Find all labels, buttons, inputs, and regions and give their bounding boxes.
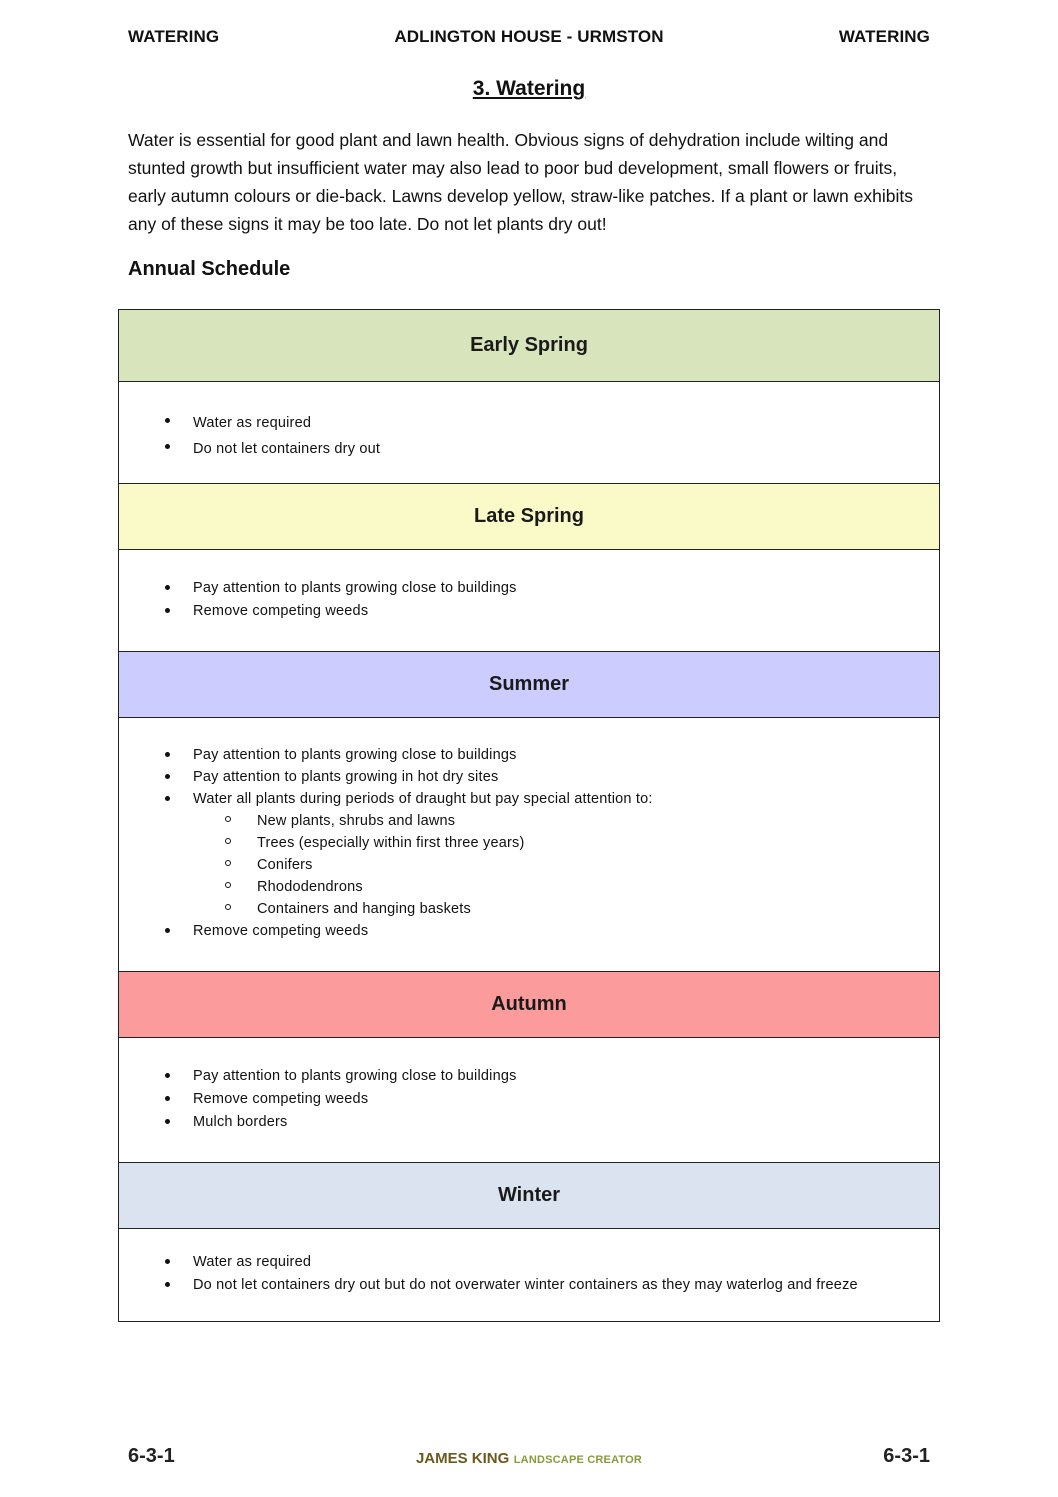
list-item	[165, 1251, 939, 1274]
bullet-icon	[165, 774, 170, 779]
season-body-late-spring	[119, 550, 939, 652]
footer-page-number-right: 6-3-1	[883, 1445, 930, 1467]
list-item	[165, 600, 939, 623]
sub-list-item	[225, 876, 939, 898]
bullet-icon	[165, 1259, 170, 1264]
list-item-text: Pay attention to plants growing close to buildings	[193, 1068, 517, 1084]
hollow-bullet-icon	[225, 816, 231, 822]
list-item	[165, 436, 939, 462]
hollow-bullet-icon	[225, 882, 231, 888]
list-item	[165, 1065, 939, 1088]
list-item	[165, 920, 939, 942]
bullet-icon	[165, 418, 170, 423]
season-header-summer	[119, 652, 939, 718]
sub-list-item-text: Trees (especially within first three years)	[257, 835, 525, 851]
season-body-early-spring	[119, 382, 939, 484]
page-title: 3. Watering	[472, 77, 586, 100]
list-item	[165, 577, 939, 600]
season-header-autumn	[119, 972, 939, 1038]
sub-list-item	[225, 854, 939, 876]
list-item-text: Pay attention to plants growing close to buildings	[193, 580, 517, 596]
bullet-icon	[165, 928, 170, 933]
bullet-icon	[165, 796, 170, 801]
bullet-icon	[165, 1096, 170, 1101]
hollow-bullet-icon	[225, 904, 231, 910]
list-item	[165, 1088, 939, 1111]
list-item-text: Do not let containers dry out but do not overwater winter containers as they may waterlog and freeze	[193, 1277, 858, 1293]
list-item	[165, 1111, 939, 1134]
bullet-icon	[165, 608, 170, 613]
list-item-text: Mulch borders	[193, 1114, 288, 1130]
page-footer	[128, 1445, 930, 1473]
schedule-heading: Annual Schedule	[128, 258, 291, 280]
header-left: WATERING	[128, 27, 220, 46]
list-item-text: Water as required	[193, 1254, 312, 1270]
list-item-text: Do not let containers dry out	[193, 441, 381, 457]
season-title: Winter	[497, 1184, 561, 1206]
sub-list-item-text: Conifers	[257, 857, 313, 873]
bullet-icon	[165, 1073, 170, 1078]
bullet-icon	[165, 752, 170, 757]
season-title: Early Spring	[470, 334, 588, 356]
brand-name: JAMES KING	[415, 1450, 510, 1467]
list-item-text: Remove competing weeds	[193, 603, 369, 619]
list-item	[165, 788, 939, 920]
hollow-bullet-icon	[225, 838, 231, 844]
bullet-icon	[165, 1119, 170, 1124]
page-header	[128, 27, 930, 51]
list-item-text: Water as required	[193, 415, 312, 431]
season-header-late-spring	[119, 484, 939, 550]
list-item	[165, 1274, 939, 1297]
sub-list-item-text: New plants, shrubs and lawns	[257, 813, 456, 829]
list-item-text: Remove competing weeds	[193, 923, 369, 939]
season-body-winter	[119, 1229, 939, 1321]
season-body-autumn	[119, 1038, 939, 1163]
footer-brand	[128, 1450, 930, 1468]
list-item-text: Pay attention to plants growing close to buildings	[193, 747, 517, 763]
header-right: WATERING	[838, 27, 930, 46]
season-header-early-spring	[119, 310, 939, 382]
sub-list-item	[225, 832, 939, 854]
list-item	[165, 410, 939, 436]
sub-list-item	[225, 810, 939, 832]
sub-list-item-text: Rhododendrons	[257, 879, 363, 895]
header-center: ADLINGTON HOUSE - URMSTON	[394, 27, 664, 46]
list-item-text: Water all plants during periods of draught but pay special attention to:	[193, 791, 653, 807]
season-title: Late Spring	[473, 505, 584, 527]
list-item	[165, 744, 939, 766]
list-item-text: Remove competing weeds	[193, 1091, 369, 1107]
footer-page-number-left: 6-3-1	[128, 1445, 175, 1467]
bullet-icon	[165, 1282, 170, 1287]
list-item-text: Pay attention to plants growing in hot dry sites	[193, 769, 499, 785]
hollow-bullet-icon	[225, 860, 231, 866]
season-title: Summer	[488, 673, 570, 695]
list-item	[165, 766, 939, 788]
bullet-icon	[165, 585, 170, 590]
season-title: Autumn	[491, 993, 567, 1015]
bullet-icon	[165, 444, 170, 449]
sub-list-item	[225, 898, 939, 920]
season-body-summer	[119, 718, 939, 972]
intro-paragraph: Water is essential for good plant and lawn health. Obvious signs of dehydration include wilting and stunted growth but insufficient water may also lead to poor bud development, small flowers or fruits, early autumn colours or die-back. Lawns develop yellow, straw-like patches. If a plant or lawn exhibits any of these signs it may be too late. Do not let plants dry out!	[128, 130, 913, 234]
annual-schedule-table	[118, 309, 940, 1322]
brand-tagline: LANDSCAPE CREATOR	[513, 1454, 643, 1466]
sub-list-item-text: Containers and hanging baskets	[257, 901, 471, 917]
season-header-winter	[119, 1163, 939, 1229]
